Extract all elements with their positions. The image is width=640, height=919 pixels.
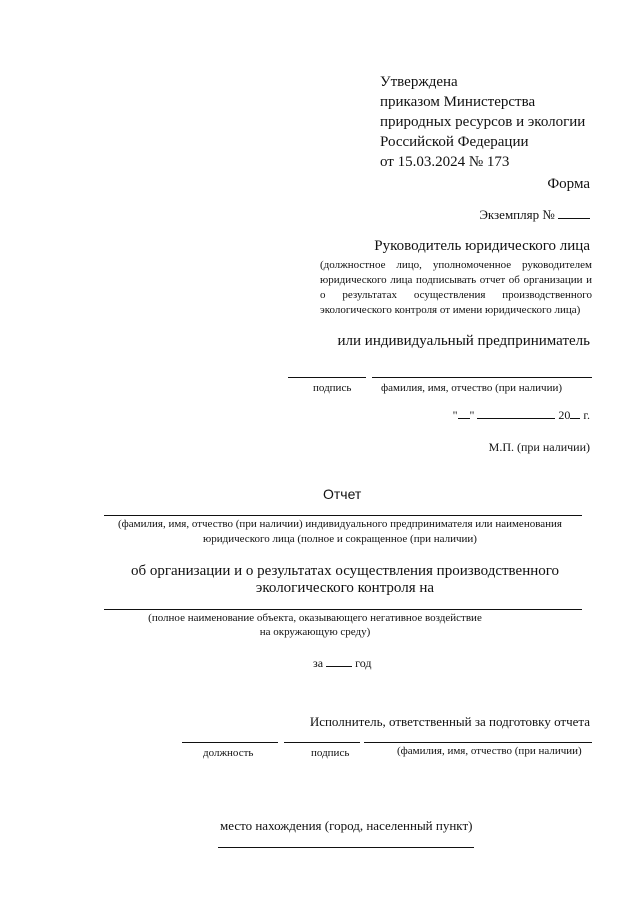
fio-line[interactable] (372, 377, 592, 378)
entity-note-line2: юридического лица (полное и сокращенное (при наличии) (203, 533, 477, 545)
executor-signature-label: подпись (311, 747, 350, 759)
executor-fio-line[interactable] (364, 742, 592, 743)
approval-line: Российской Федерации (380, 134, 529, 150)
location-label: место нахождения (город, населенный пункт) (220, 818, 473, 833)
copy-number (479, 206, 590, 223)
executor-signature-line[interactable] (284, 742, 360, 743)
signature-line[interactable] (288, 377, 366, 378)
report-subject (100, 563, 590, 597)
report-year[interactable] (313, 656, 371, 671)
year-suffix: год (355, 656, 372, 670)
or-ip-label: или индивидуальный предприниматель (337, 333, 590, 349)
year-suffix: г. (583, 408, 590, 422)
approval-line: Утверждена (380, 74, 458, 90)
report-year-blank[interactable] (326, 656, 352, 667)
entity-note-line1: (фамилия, имя, отчество (при наличии) индивидуального предпринимателя или наименования (118, 518, 562, 530)
form-label: Форма (547, 176, 590, 192)
approval-line: от 15.03.2024 № 173 (380, 154, 510, 170)
date-field[interactable] (453, 408, 590, 423)
subject-line1: об организации и о результатах осуществления производственного (130, 563, 560, 579)
location-line[interactable] (218, 847, 474, 848)
day-blank[interactable] (458, 408, 470, 419)
stamp-label: М.П. (при наличии) (488, 440, 590, 454)
year-blank[interactable] (570, 408, 580, 419)
approval-block (380, 72, 585, 172)
signature-label: подпись (313, 382, 352, 394)
fio-label: фамилия, имя, отчество (при наличии) (381, 382, 563, 394)
entity-name-line[interactable] (104, 515, 582, 516)
position-line[interactable] (182, 742, 278, 743)
quote-close: " (469, 408, 475, 422)
year-prefix: 20 (558, 408, 571, 422)
object-note-line2: на окружающую среду) (259, 626, 371, 638)
month-blank[interactable] (477, 408, 555, 419)
object-note-line1: (полное наименование объекта, оказывающего негативное воздействие (148, 612, 482, 624)
report-title: Отчет (323, 486, 362, 502)
year-prefix: за (313, 656, 324, 670)
head-title: Руководитель юридического лица (374, 238, 590, 254)
copy-number-field[interactable] (558, 206, 590, 219)
quote-open: " (452, 408, 458, 422)
object-name-line[interactable] (104, 609, 582, 610)
copy-label: Экземпляр № (479, 207, 555, 222)
executor-title: Исполнитель, ответственный за подготовку отчета (309, 714, 590, 729)
executor-fio-label: (фамилия, имя, отчество (при наличии) (397, 745, 582, 757)
head-note: (должностное лицо, уполномоченное руководителем юридического лица подписывать отчет об организации и о результатах осуществления производственного экологического контроля от имени юридического лица) (320, 259, 592, 316)
subject-line2: экологического контроля на (255, 580, 435, 596)
approval-line: природных ресурсов и экологии (380, 114, 586, 130)
position-label: должность (203, 747, 254, 759)
approval-line: приказом Министерства (380, 94, 536, 110)
